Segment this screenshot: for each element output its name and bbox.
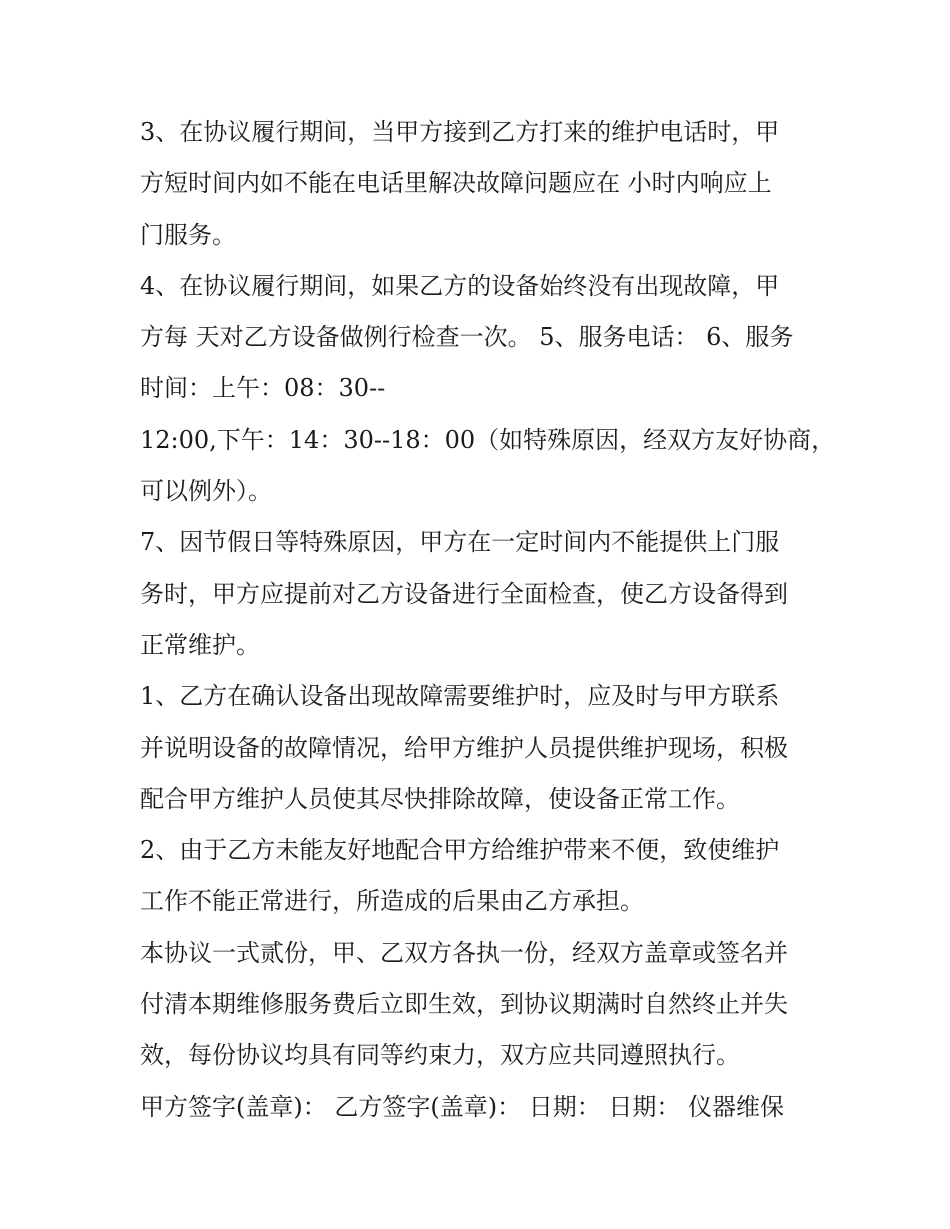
text-line-18: 付清本期维修服务费后立即生效，到协议期满时自然终止并失 [140,990,788,1019]
document-body [140,107,836,1133]
text-line-11: 正常维护。 [140,630,260,659]
text-line-3: 门服务。 [140,220,236,249]
text-line-20: 甲方签字(盖章)： 乙方签字(盖章)： 日期： 日期： 仪器维保 [140,1092,784,1121]
text-line-6: 时间：上午：08：30-- [140,374,386,403]
text-line-15: 2、由于乙方未能友好地配合甲方给维护带来不便，致使维护 [140,836,780,865]
text-line-7: 12:00,下午：14：30--18：00（如特殊原因，经双方友好协商， [140,425,836,454]
text-line-2: 方短时间内如不能在电话里解决故障问题应在 小时内响应上 [140,169,772,198]
text-line-16: 工作不能正常进行，所造成的后果由乙方承担。 [140,887,644,916]
text-line-5: 方每 天对乙方设备做例行检查一次。 5、服务电话： 6、服务 [140,323,794,352]
text-line-4: 4、在协议履行期间，如果乙方的设备始终没有出现故障，甲 [140,271,780,300]
text-line-10: 务时，甲方应提前对乙方设备进行全面检查，使乙方设备得到 [140,579,788,608]
text-line-17: 本协议一式贰份，甲、乙双方各执一份，经双方盖章或签名并 [140,938,788,967]
text-line-19: 效，每份协议均具有同等约束力，双方应共同遵照执行。 [140,1041,740,1070]
text-line-13: 并说明设备的故障情况，给甲方维护人员提供维护现场，积极 [140,733,788,762]
text-line-12: 1、乙方在确认设备出现故障需要维护时，应及时与甲方联系 [140,682,780,711]
text-line-8: 可以例外）。 [140,477,272,506]
text-line-14: 配合甲方维护人员使其尽快排除故障，使设备正常工作。 [140,784,740,813]
text-line-1: 3、在协议履行期间，当甲方接到乙方打来的维护电话时，甲 [140,118,780,146]
text-line-9: 7、因节假日等特殊原因，甲方在一定时间内不能提供上门服 [140,528,780,557]
